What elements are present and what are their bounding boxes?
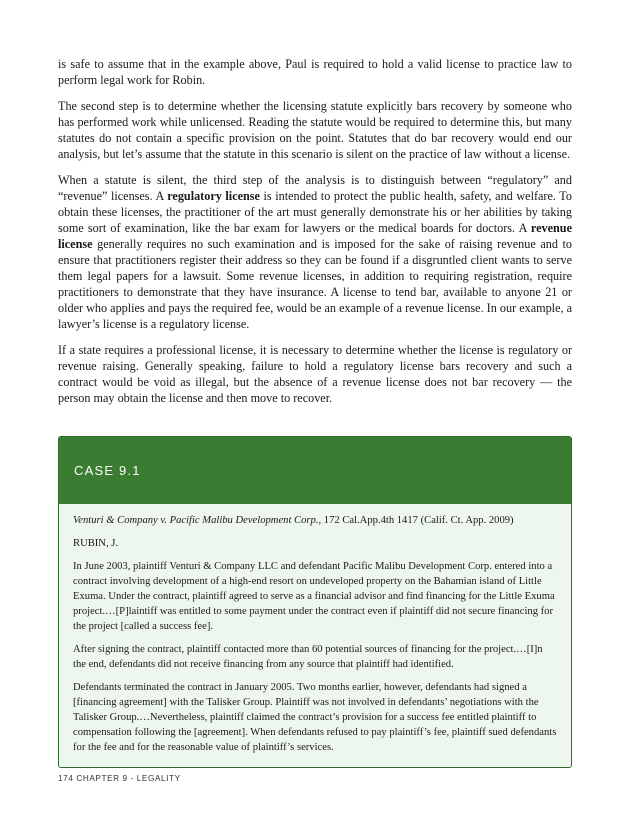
page-body	[58, 56, 572, 416]
case-body	[59, 504, 571, 755]
case-header	[59, 437, 571, 504]
case-paragraph-3: Defendants terminated the contract in January 2005. Two months earlier, however, defendants had signed a [financing agreement] with the Talisker Group. Plaintiff was not involved in defendants’ negotiations with the Talisker Group.…Nevertheless, plaintiff claimed the contract’s provision for a success fee entitled plaintiff to compensation following the [agreement]. When defendants refused to pay plaintiff’s fee, plaintiff sued defendants for the fee and for the reasonable value of plaintiff’s services.	[73, 682, 557, 753]
case-citation	[73, 513, 557, 528]
case-paragraph-2: After signing the contract, plaintiff contacted more than 60 potential sources of financing for the project.…[I]n the end, defendants did not receive financing from any source that plaintiff had identified.	[73, 644, 543, 670]
paragraph-3-part-c: generally requires no such examination and is imposed for the sake of raising revenue and to ensure that practitioners register their address so they can be found if a disgruntled client wants to serve them legal papers for a lawsuit. Some revenue licenses, in addition to requiring registration, require practitioners to demonstrate that they have insurance. A license to tend bar, available to anyone 21 or older who applies and pays the required fee, would be an example of a revenue license. In our example, a lawyer’s license is a regulatory license.	[58, 237, 572, 331]
page-footer: 174 CHAPTER 9 - LEGALITY	[58, 774, 181, 783]
case-box	[58, 436, 572, 768]
paragraph-2: The second step is to determine whether the licensing statute explicitly bars recovery by someone who has performed work while unlicensed. Reading the statute would be required to determine this, but many statutes do not contain a specific provision on the point. Statutes that do bar recovery would end our analysis, but let’s assume that the statute in this scenario is silent on the practice of law without a license.	[58, 99, 572, 161]
case-title: CASE 9.1	[74, 463, 141, 478]
paragraph-1: is safe to assume that in the example above, Paul is required to hold a valid license to practice law to perform legal work for Robin.	[58, 57, 572, 87]
paragraph-3-part-b: is intended to protect the public health, safety, and welfare. To obtain these licenses, the practitioner of the art must generally demonstrate his or her abilities by taking some sort of examination, like the bar exam for lawyers or the medical boards for doctors. A	[58, 189, 572, 235]
case-judge: RUBIN, J.	[73, 538, 119, 549]
paragraph-3	[58, 172, 572, 332]
paragraph-4: If a state requires a professional license, it is necessary to determine whether the license is regulatory or revenue raising. Generally speaking, failure to hold a regulatory license bars recovery and such a contract would be void as illegal, but the absence of a revenue license does not bar recovery — the person may obtain the license and then move to recover.	[58, 343, 572, 405]
term-regulatory-license: regulatory license	[167, 189, 260, 203]
case-citation-name: Venturi & Company v. Pacific Malibu Development Corp.	[73, 515, 319, 526]
case-citation-reporter: , 172 Cal.App.4th 1417 (Calif. Ct. App. 2009)	[318, 515, 514, 526]
term-revenue-license: revenue license	[58, 221, 572, 251]
case-paragraph-1: In June 2003, plaintiff Venturi & Company LLC and defendant Pacific Malibu Development Corp. entered into a contract involving development of a high-end resort on undeveloped property on the Bahamian island of Little Exuma. Under the contract, plaintiff agreed to serve as a financial advisor and find financing for the Little Exuma project.…[P]laintiff was entitled to some payment under the contract even if plaintiff did not secure financing for the project [called a success fee].	[73, 561, 555, 632]
paragraph-3-part-a: When a statute is silent, the third step of the analysis is to distinguish between “regulatory” and “revenue” licenses. A	[58, 173, 572, 203]
